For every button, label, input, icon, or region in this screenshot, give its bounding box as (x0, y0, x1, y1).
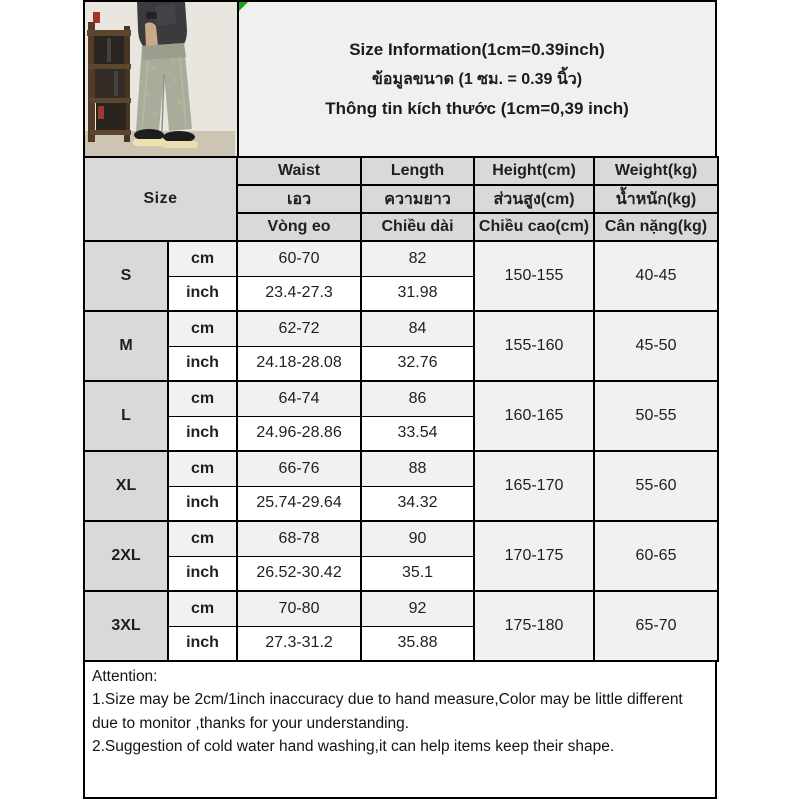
attention-heading: Attention: (92, 668, 158, 685)
unit-inch: inch (168, 346, 237, 381)
waist-cm-value: 68-78 (237, 521, 361, 556)
waist-cm-value: 64-74 (237, 381, 361, 416)
length-inch-value: 34.32 (361, 486, 474, 521)
weight-value: 55-60 (594, 451, 718, 521)
length-cm-value: 88 (361, 451, 474, 486)
height-value: 150-155 (474, 241, 594, 311)
length-cm-value: 82 (361, 241, 474, 276)
attention-note-1: 1.Size may be 2cm/1inch inaccuracy due to hand measure,Color may be little different due to monitor ,thanks for your understanding. (92, 691, 683, 732)
weight-value: 45-50 (594, 311, 718, 381)
size-label: 2XL (84, 521, 168, 591)
length-cm-value: 86 (361, 381, 474, 416)
row-m-cm (84, 311, 718, 346)
unit-inch: inch (168, 486, 237, 521)
col-height-vi: Chiều cao(cm) (474, 213, 594, 241)
waist-cm-value: 62-72 (237, 311, 361, 346)
unit-cm: cm (168, 451, 237, 486)
size-label: XL (84, 451, 168, 521)
col-length-en: Length (361, 157, 474, 185)
waist-inch-value: 23.4-27.3 (237, 276, 361, 311)
sheet-content (83, 0, 717, 799)
col-waist-en: Waist (237, 157, 361, 185)
waist-inch-value: 24.18-28.08 (237, 346, 361, 381)
waist-cm-value: 60-70 (237, 241, 361, 276)
col-weight-en: Weight(kg) (594, 157, 718, 185)
size-table (83, 156, 719, 662)
product-photo (85, 2, 239, 156)
title-block (239, 2, 715, 156)
size-label: S (84, 241, 168, 311)
col-waist-th: เอว (237, 185, 361, 213)
waist-inch-value: 26.52-30.42 (237, 556, 361, 591)
size-corner-header: Size (84, 157, 237, 241)
col-weight-th: น้ำหนัก(kg) (594, 185, 718, 213)
shelf-graphic (87, 12, 131, 142)
height-value: 175-180 (474, 591, 594, 661)
length-inch-value: 32.76 (361, 346, 474, 381)
height-value: 155-160 (474, 311, 594, 381)
length-inch-value: 35.1 (361, 556, 474, 591)
unit-inch: inch (168, 276, 237, 311)
waist-inch-value: 25.74-29.64 (237, 486, 361, 521)
col-weight-vi: Cân nặng(kg) (594, 213, 718, 241)
length-inch-value: 33.54 (361, 416, 474, 451)
unit-cm: cm (168, 241, 237, 276)
unit-cm: cm (168, 381, 237, 416)
col-length-th: ความยาว (361, 185, 474, 213)
unit-cm: cm (168, 591, 237, 626)
size-label: 3XL (84, 591, 168, 661)
unit-inch: inch (168, 556, 237, 591)
weight-value: 65-70 (594, 591, 718, 661)
unit-cm: cm (168, 311, 237, 346)
length-cm-value: 90 (361, 521, 474, 556)
size-label: L (84, 381, 168, 451)
unit-inch: inch (168, 626, 237, 661)
waist-cm-value: 70-80 (237, 591, 361, 626)
table-header-english (84, 157, 718, 185)
waist-inch-value: 27.3-31.2 (237, 626, 361, 661)
weight-value: 50-55 (594, 381, 718, 451)
weight-value: 60-65 (594, 521, 718, 591)
row-s-cm (84, 241, 718, 276)
size-label: M (84, 311, 168, 381)
col-length-vi: Chiều dài (361, 213, 474, 241)
col-waist-vi: Vòng eo (237, 213, 361, 241)
attention-note-2: 2.Suggestion of cold water hand washing,it can help items keep their shape. (92, 737, 615, 755)
green-corner-marker (239, 2, 248, 11)
header-row (83, 0, 717, 156)
length-inch-value: 35.88 (361, 626, 474, 661)
attention-notes (83, 662, 717, 799)
row-3xl-cm (84, 591, 718, 626)
col-height-th: ส่วนสูง(cm) (474, 185, 594, 213)
col-height-en: Height(cm) (474, 157, 594, 185)
length-inch-value: 31.98 (361, 276, 474, 311)
waist-cm-value: 66-76 (237, 451, 361, 486)
product-photo-illustration (85, 2, 235, 156)
title-english: Size Information(1cm=0.39inch) (349, 39, 605, 59)
row-xl-cm (84, 451, 718, 486)
title-thai: ข้อมูลขนาด (1 ซม. = 0.39 นิ้ว) (371, 70, 583, 88)
height-value: 165-170 (474, 451, 594, 521)
height-value: 170-175 (474, 521, 594, 591)
length-cm-value: 92 (361, 591, 474, 626)
row-2xl-cm (84, 521, 718, 556)
length-cm-value: 84 (361, 311, 474, 346)
row-l-cm (84, 381, 718, 416)
title-vietnamese: Thông tin kích thước (1cm=0,39 inch) (325, 98, 629, 118)
unit-inch: inch (168, 416, 237, 451)
weight-value: 40-45 (594, 241, 718, 311)
unit-cm: cm (168, 521, 237, 556)
height-value: 160-165 (474, 381, 594, 451)
waist-inch-value: 24.96-28.86 (237, 416, 361, 451)
